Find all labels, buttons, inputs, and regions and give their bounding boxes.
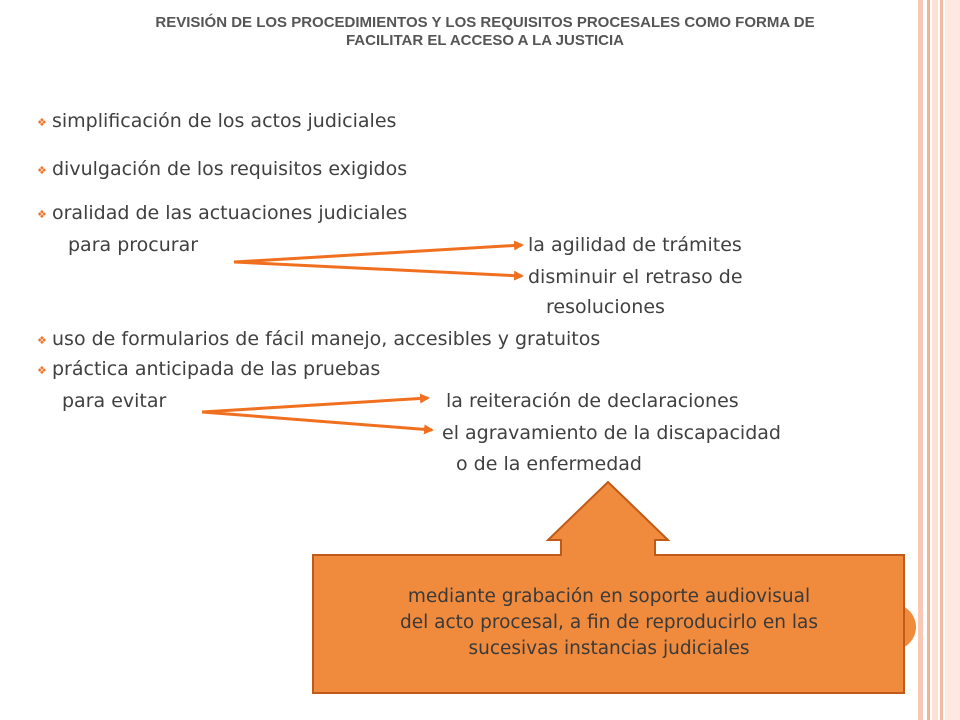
title-line-1: REVISIÓN DE LOS PROCEDIMIENTOS Y LOS REQUISITOS PROCESALES COMO FORMA DE (155, 14, 815, 31)
group2-target-1: la reiteración de declaraciones (446, 390, 739, 412)
arrow-group2-upper (202, 398, 428, 412)
bullet-icon: ❖ (37, 364, 47, 377)
bullet-icon: ❖ (37, 164, 47, 177)
arrow-group1-upper (234, 245, 522, 262)
callout-line-1: mediante grabación en soporte audiovisual (407, 586, 811, 607)
arrow-group2-lower (202, 412, 432, 430)
bullet-formularios: uso de formularios de fácil manejo, accesibles y gratuitos (52, 328, 601, 350)
bullet-practica: práctica anticipada de las pruebas (52, 358, 381, 380)
bullet-divulgacion: divulgación de los requisitos exigidos (52, 158, 408, 180)
group1-target-2a: disminuir el retraso de (528, 266, 743, 288)
title-line-2: FACILITAR EL ACCESO A LA JUSTICIA (345, 32, 625, 49)
group1-target-1: la agilidad de trámites (528, 234, 742, 256)
bullet-icon: ❖ (37, 208, 47, 221)
group2-target-2a: el agravamiento de la discapacidad (442, 422, 781, 444)
bullet-simplificacion: simplificación de los actos judiciales (52, 110, 397, 132)
callout-text (316, 584, 902, 662)
group2-lead: para evitar (62, 390, 167, 412)
bullet-icon: ❖ (37, 116, 47, 129)
group2-target-2b: o de la enfermedad (456, 453, 642, 475)
callout-line-2: del acto procesal, a fin de reproducirlo en las (400, 612, 818, 633)
bullet-icon: ❖ (37, 334, 47, 347)
callout-line-3: sucesivas instancias judiciales (468, 638, 750, 659)
arrow-group1-lower (234, 262, 522, 276)
group1-lead: para procurar (68, 234, 199, 256)
bullet-oralidad: oralidad de las actuaciones judiciales (52, 202, 408, 224)
group1-target-2b: resoluciones (546, 296, 665, 318)
